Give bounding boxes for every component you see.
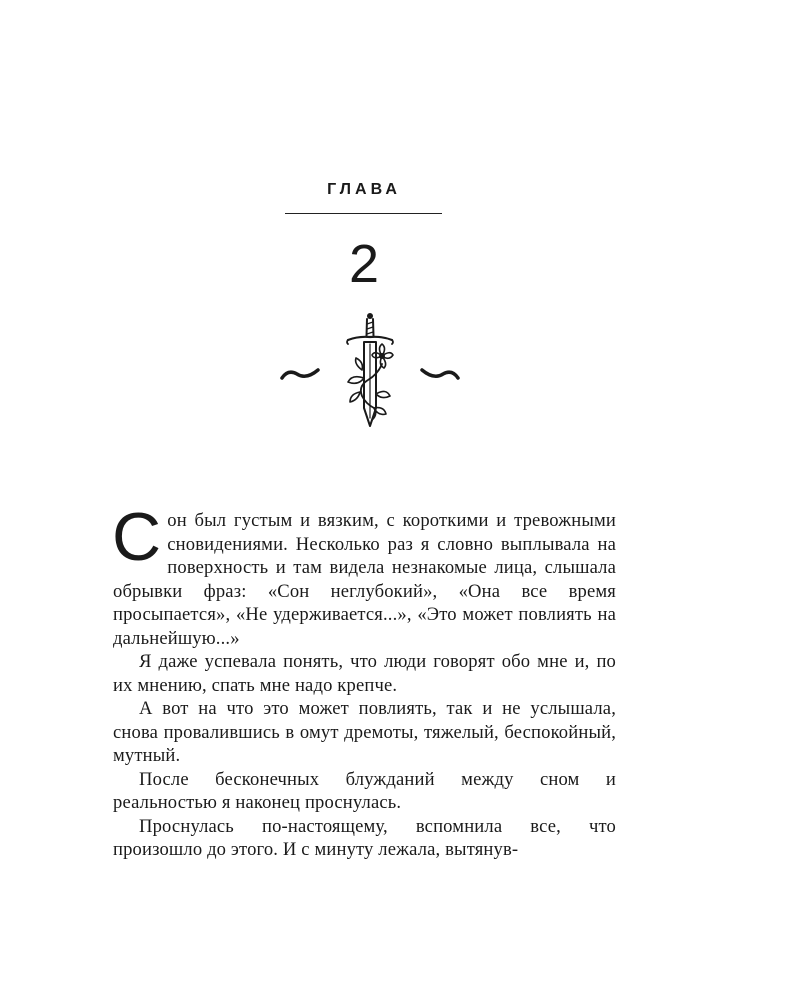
left-swash-icon [282, 370, 318, 378]
paragraph-text: он был густым и вязким, с короткими и тревожными сновидениями. Несколько раз я словно выплывала на поверхность и там видела незнакомые лица, слышала обрывки фраз: «Сон неглубокий», «Она все время просыпается», «Не удерживается...», «Это может повлиять на дальнейшую...» [113, 510, 616, 649]
right-swash-icon [422, 370, 458, 378]
paragraph: Я даже успевала понять, что люди говорят обо мне и, по их мнению, спать мне надо крепче. [113, 651, 616, 696]
chapter-divider [285, 213, 442, 214]
drop-cap: С [112, 499, 162, 575]
sword-flower-ornament-icon [278, 308, 462, 432]
chapter-number: 2 [348, 234, 380, 294]
chapter-text [112, 499, 616, 862]
paragraph: Проснулась по-настоящему, вспомнила все, что произошло до этого. И с минуту лежала, вытянув- [113, 815, 616, 860]
paragraph: А вот на что это может повлиять, так и не услышала, снова провалившись в омут дремоты, тяжелый, беспокойный, мутный. [113, 698, 616, 766]
chapter-label: ГЛАВА [327, 181, 401, 198]
paragraph [112, 499, 616, 650]
paragraph: После бесконечных блужданий между сном и реальностью я наконец проснулась. [113, 768, 616, 813]
